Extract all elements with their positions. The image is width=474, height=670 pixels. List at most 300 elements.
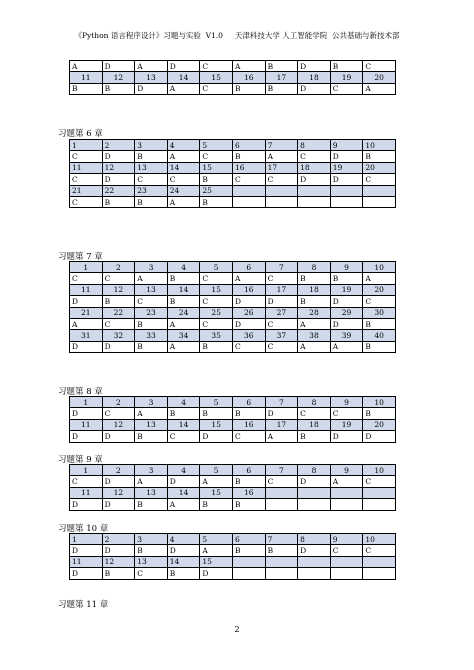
answer-cell: C — [363, 545, 396, 556]
answer-cell: C — [330, 83, 363, 94]
chapter-11-title: 习题第 11 章 — [58, 600, 109, 610]
answer-cell: A — [167, 499, 200, 510]
answer-cell: A — [70, 318, 103, 329]
question-number-cell: 11 — [70, 162, 103, 173]
question-number-cell: 28 — [298, 307, 331, 318]
answer-cell: C — [363, 476, 396, 487]
question-number-cell: 23 — [135, 185, 168, 196]
answer-cell: C — [232, 431, 265, 442]
answer-cell — [298, 499, 331, 510]
answer-cell: D — [167, 545, 200, 556]
answer-row — [70, 174, 396, 185]
answer-cell — [363, 568, 396, 579]
answer-cell: D — [330, 151, 363, 162]
question-number-cell: 13 — [135, 72, 168, 83]
answer-cell: D — [167, 476, 200, 487]
question-number-cell: 21 — [70, 185, 103, 196]
question-number-row — [70, 72, 396, 83]
question-number-cell: 14 — [167, 284, 200, 295]
question-number-cell: 25 — [200, 185, 233, 196]
question-number-cell: 16 — [232, 162, 265, 173]
answer-cell: C — [167, 431, 200, 442]
question-number-cell: 18 — [298, 419, 331, 430]
question-number-cell — [298, 556, 331, 567]
question-number-cell: 13 — [135, 419, 168, 430]
answer-cell: B — [102, 196, 135, 207]
question-number-cell: 9 — [330, 397, 363, 408]
answer-row — [70, 61, 396, 72]
question-number-cell: 29 — [330, 307, 363, 318]
answer-row — [70, 296, 396, 307]
answer-cell: C — [298, 408, 331, 419]
answer-cell: D — [200, 568, 233, 579]
question-number-cell: 10 — [363, 397, 396, 408]
answer-table-top — [69, 60, 396, 95]
answer-row — [70, 431, 396, 442]
answer-cell: D — [70, 341, 103, 352]
question-number-cell: 14 — [167, 72, 200, 83]
question-number-row — [70, 487, 396, 498]
answer-cell — [330, 499, 363, 510]
answer-cell: B — [200, 174, 233, 185]
answer-cell — [265, 196, 298, 207]
answer-cell: A — [167, 196, 200, 207]
question-number-cell: 16 — [232, 419, 265, 430]
question-number-cell: 17 — [265, 284, 298, 295]
answer-cell: C — [200, 61, 233, 72]
answer-cell: D — [298, 174, 331, 185]
question-number-cell: 3 — [135, 465, 168, 476]
answer-cell: D — [102, 476, 135, 487]
answer-cell: A — [232, 273, 265, 284]
question-number-cell: 14 — [167, 487, 200, 498]
answer-table-chapter-10 — [69, 533, 396, 580]
question-number-cell: 22 — [102, 307, 135, 318]
question-number-cell: 14 — [167, 419, 200, 430]
question-number-row — [70, 556, 396, 567]
question-number-cell: 19 — [330, 162, 363, 173]
question-number-cell: 1 — [70, 140, 103, 151]
question-number-row — [70, 465, 396, 476]
answer-cell: A — [200, 545, 233, 556]
question-number-cell: 6 — [232, 465, 265, 476]
answer-cell: D — [330, 174, 363, 185]
header-institution: 天津科技大学 人工智能学院 公共基础与新技术部 — [234, 31, 400, 40]
question-number-row — [70, 419, 396, 430]
answer-cell: B — [298, 296, 331, 307]
question-number-cell — [363, 556, 396, 567]
answer-cell: B — [200, 408, 233, 419]
question-number-cell: 1 — [70, 397, 103, 408]
answer-row — [70, 476, 396, 487]
answer-cell: C — [232, 341, 265, 352]
answer-cell: A — [167, 151, 200, 162]
answer-cell: C — [102, 408, 135, 419]
question-number-row — [70, 262, 396, 273]
answer-cell: B — [200, 499, 233, 510]
answer-cell: C — [70, 273, 103, 284]
question-number-cell: 21 — [70, 307, 103, 318]
question-number-cell: 12 — [102, 72, 135, 83]
question-number-cell — [330, 185, 363, 196]
answer-table-chapter-8 — [69, 396, 396, 443]
answer-cell: D — [298, 61, 331, 72]
answer-cell: C — [70, 476, 103, 487]
question-number-cell: 20 — [363, 284, 396, 295]
answer-row — [70, 341, 396, 352]
answer-cell: B — [363, 408, 396, 419]
answer-cell: B — [135, 196, 168, 207]
question-number-cell: 5 — [200, 534, 233, 545]
answer-cell: B — [298, 431, 331, 442]
question-number-cell — [330, 487, 363, 498]
question-number-cell: 15 — [200, 72, 233, 83]
page-header — [0, 30, 474, 41]
question-number-cell: 15 — [200, 419, 233, 430]
question-number-cell: 5 — [200, 262, 233, 273]
question-number-cell: 35 — [200, 330, 233, 341]
question-number-cell: 12 — [102, 419, 135, 430]
answer-cell: C — [70, 196, 103, 207]
answer-cell: A — [167, 83, 200, 94]
question-number-cell: 17 — [265, 419, 298, 430]
question-number-row — [70, 397, 396, 408]
question-number-cell: 12 — [102, 162, 135, 173]
question-number-cell: 4 — [167, 397, 200, 408]
answer-cell: C — [363, 61, 396, 72]
question-number-cell: 7 — [265, 262, 298, 273]
answer-cell: C — [167, 174, 200, 185]
answer-cell: A — [298, 318, 331, 329]
question-number-cell: 40 — [363, 330, 396, 341]
answer-cell: C — [102, 318, 135, 329]
question-number-cell: 1 — [70, 534, 103, 545]
answer-cell: A — [330, 476, 363, 487]
question-number-cell: 15 — [200, 162, 233, 173]
answer-cell: D — [200, 431, 233, 442]
question-number-cell: 1 — [70, 465, 103, 476]
answer-cell — [265, 568, 298, 579]
answer-cell: B — [232, 83, 265, 94]
answer-cell: B — [298, 273, 331, 284]
answer-cell: A — [363, 273, 396, 284]
answer-cell: B — [232, 545, 265, 556]
question-number-cell: 18 — [298, 284, 331, 295]
question-number-row — [70, 140, 396, 151]
question-number-cell: 4 — [167, 140, 200, 151]
question-number-cell: 20 — [363, 419, 396, 430]
question-number-cell: 12 — [102, 487, 135, 498]
chapter-6-title: 习题第 6 章 — [58, 129, 103, 139]
question-number-cell — [232, 185, 265, 196]
answer-cell: D — [298, 545, 331, 556]
answer-cell: C — [135, 296, 168, 307]
answer-row — [70, 273, 396, 284]
question-number-cell: 7 — [265, 465, 298, 476]
question-number-cell: 16 — [232, 284, 265, 295]
answer-row — [70, 408, 396, 419]
question-number-cell: 13 — [135, 162, 168, 173]
answer-cell: C — [200, 83, 233, 94]
answer-cell: D — [70, 545, 103, 556]
answer-cell: B — [102, 296, 135, 307]
question-number-cell: 2 — [102, 397, 135, 408]
header-course-title: 《Python 语言程序设计》习题与实验 V1.0 — [74, 31, 223, 40]
question-number-cell: 32 — [102, 330, 135, 341]
question-number-cell: 4 — [167, 262, 200, 273]
question-number-cell: 9 — [330, 465, 363, 476]
question-number-cell: 9 — [330, 534, 363, 545]
question-number-cell: 7 — [265, 534, 298, 545]
answer-cell: C — [70, 151, 103, 162]
question-number-cell: 27 — [265, 307, 298, 318]
question-number-cell: 34 — [167, 330, 200, 341]
answer-cell: C — [135, 174, 168, 185]
question-number-cell: 17 — [265, 162, 298, 173]
answer-cell: B — [363, 341, 396, 352]
answer-cell: A — [265, 151, 298, 162]
question-number-cell: 6 — [232, 262, 265, 273]
chapter-7-title: 习题第 7 章 — [58, 252, 103, 262]
answer-cell: C — [265, 174, 298, 185]
question-number-row — [70, 185, 396, 196]
answer-table-chapter-6 — [69, 139, 396, 208]
question-number-cell: 37 — [265, 330, 298, 341]
answer-cell: C — [200, 151, 233, 162]
question-number-cell: 24 — [167, 185, 200, 196]
answer-cell: B — [200, 341, 233, 352]
answer-cell: D — [102, 499, 135, 510]
question-number-row — [70, 284, 396, 295]
question-number-row — [70, 534, 396, 545]
question-number-cell: 3 — [135, 534, 168, 545]
answer-cell: C — [265, 273, 298, 284]
question-number-cell: 11 — [70, 419, 103, 430]
answer-cell: C — [200, 296, 233, 307]
question-number-cell: 10 — [363, 140, 396, 151]
answer-cell: B — [363, 151, 396, 162]
answer-cell: B — [265, 61, 298, 72]
question-number-cell: 14 — [167, 162, 200, 173]
question-number-cell: 31 — [70, 330, 103, 341]
answer-cell: D — [232, 318, 265, 329]
question-number-row — [70, 307, 396, 318]
question-number-cell: 19 — [330, 419, 363, 430]
answer-cell — [330, 568, 363, 579]
answer-cell: B — [135, 341, 168, 352]
answer-table-chapter-9 — [69, 464, 396, 511]
question-number-cell: 11 — [70, 72, 103, 83]
question-number-cell: 4 — [167, 465, 200, 476]
question-number-cell: 11 — [70, 556, 103, 567]
answer-row — [70, 196, 396, 207]
answer-cell: A — [167, 318, 200, 329]
answer-cell — [363, 499, 396, 510]
answer-cell: D — [102, 151, 135, 162]
question-number-cell: 15 — [200, 284, 233, 295]
question-number-cell: 6 — [232, 140, 265, 151]
question-number-cell: 2 — [102, 465, 135, 476]
question-number-cell: 2 — [102, 140, 135, 151]
question-number-cell: 30 — [363, 307, 396, 318]
answer-cell: C — [265, 476, 298, 487]
answer-cell: A — [200, 476, 233, 487]
question-number-cell: 20 — [363, 162, 396, 173]
question-number-cell: 12 — [102, 284, 135, 295]
question-number-cell: 2 — [102, 262, 135, 273]
answer-cell: D — [167, 61, 200, 72]
question-number-cell — [265, 185, 298, 196]
answer-cell: B — [167, 273, 200, 284]
answer-cell: B — [135, 545, 168, 556]
question-number-cell: 10 — [363, 262, 396, 273]
answer-row — [70, 318, 396, 329]
question-number-cell: 7 — [265, 397, 298, 408]
answer-cell — [363, 196, 396, 207]
answer-cell: D — [135, 83, 168, 94]
answer-cell: A — [265, 431, 298, 442]
question-number-cell: 5 — [200, 140, 233, 151]
question-number-cell: 19 — [330, 284, 363, 295]
answer-row — [70, 499, 396, 510]
question-number-cell: 16 — [232, 487, 265, 498]
question-number-cell: 16 — [232, 72, 265, 83]
answer-cell: D — [330, 296, 363, 307]
question-number-cell: 8 — [298, 140, 331, 151]
answer-cell — [298, 568, 331, 579]
answer-cell: B — [232, 476, 265, 487]
answer-cell: D — [298, 476, 331, 487]
answer-cell: D — [330, 431, 363, 442]
answer-cell: D — [298, 83, 331, 94]
question-number-cell: 20 — [363, 72, 396, 83]
question-number-cell: 15 — [200, 556, 233, 567]
answer-cell: D — [70, 499, 103, 510]
question-number-cell: 3 — [135, 140, 168, 151]
answer-cell: A — [135, 476, 168, 487]
question-number-cell: 14 — [167, 556, 200, 567]
answer-cell: C — [298, 151, 331, 162]
answer-cell: D — [232, 296, 265, 307]
question-number-cell: 3 — [135, 397, 168, 408]
answer-cell: B — [265, 545, 298, 556]
question-number-cell: 18 — [298, 162, 331, 173]
answer-cell: B — [102, 83, 135, 94]
question-number-cell: 9 — [330, 262, 363, 273]
answer-cell: C — [135, 568, 168, 579]
answer-cell: B — [330, 273, 363, 284]
answer-cell: A — [298, 341, 331, 352]
page-number: 2 — [234, 625, 240, 634]
question-number-cell: 11 — [70, 487, 103, 498]
answer-cell: C — [265, 341, 298, 352]
answer-cell: A — [135, 61, 168, 72]
answer-cell: B — [363, 318, 396, 329]
answer-cell: C — [200, 273, 233, 284]
question-number-cell — [298, 487, 331, 498]
answer-cell: A — [232, 61, 265, 72]
answer-cell: D — [265, 408, 298, 419]
answer-cell: D — [102, 61, 135, 72]
question-number-cell — [265, 556, 298, 567]
answer-cell: B — [70, 83, 103, 94]
answer-cell: B — [232, 499, 265, 510]
answer-cell: C — [70, 174, 103, 185]
answer-table-chapter-7 — [69, 261, 396, 353]
answer-cell: D — [70, 408, 103, 419]
answer-cell: D — [102, 174, 135, 185]
answer-cell: B — [135, 151, 168, 162]
chapter-10-title: 习题第 10 章 — [58, 524, 109, 534]
chapter-8-title: 习题第 8 章 — [58, 387, 103, 397]
answer-cell: A — [167, 341, 200, 352]
answer-cell: B — [167, 296, 200, 307]
question-number-cell — [298, 185, 331, 196]
question-number-cell: 26 — [232, 307, 265, 318]
question-number-cell: 4 — [167, 534, 200, 545]
question-number-cell: 6 — [232, 534, 265, 545]
answer-cell: C — [232, 174, 265, 185]
answer-cell: C — [330, 545, 363, 556]
answer-row — [70, 151, 396, 162]
answer-cell: C — [200, 318, 233, 329]
question-number-cell: 18 — [298, 72, 331, 83]
answer-cell: B — [167, 408, 200, 419]
answer-cell: B — [167, 568, 200, 579]
question-number-cell: 36 — [232, 330, 265, 341]
question-number-cell: 8 — [298, 534, 331, 545]
answer-cell — [265, 499, 298, 510]
answer-cell: D — [363, 431, 396, 442]
answer-cell: C — [363, 174, 396, 185]
answer-cell: A — [135, 273, 168, 284]
question-number-row — [70, 162, 396, 173]
question-number-cell — [363, 487, 396, 498]
answer-cell: D — [330, 318, 363, 329]
question-number-cell: 17 — [265, 72, 298, 83]
question-number-cell: 8 — [298, 397, 331, 408]
question-number-cell: 10 — [363, 534, 396, 545]
question-number-cell — [330, 556, 363, 567]
answer-cell: D — [265, 296, 298, 307]
answer-cell: D — [70, 431, 103, 442]
answer-cell: B — [265, 83, 298, 94]
question-number-cell: 24 — [167, 307, 200, 318]
answer-cell: B — [232, 151, 265, 162]
question-number-cell: 23 — [135, 307, 168, 318]
answer-cell: B — [102, 568, 135, 579]
answer-cell: D — [102, 545, 135, 556]
question-number-cell: 11 — [70, 284, 103, 295]
question-number-cell: 13 — [135, 284, 168, 295]
answer-cell: B — [200, 196, 233, 207]
question-number-cell: 38 — [298, 330, 331, 341]
answer-cell: B — [135, 499, 168, 510]
answer-cell — [330, 196, 363, 207]
question-number-cell: 8 — [298, 262, 331, 273]
answer-cell: D — [70, 296, 103, 307]
answer-cell — [232, 568, 265, 579]
answer-cell: D — [70, 568, 103, 579]
question-number-cell: 12 — [102, 556, 135, 567]
question-number-cell: 5 — [200, 465, 233, 476]
question-number-cell: 33 — [135, 330, 168, 341]
answer-cell: C — [330, 408, 363, 419]
answer-cell: B — [232, 408, 265, 419]
answer-cell: C — [102, 273, 135, 284]
answer-cell: D — [102, 431, 135, 442]
question-number-cell: 9 — [330, 140, 363, 151]
